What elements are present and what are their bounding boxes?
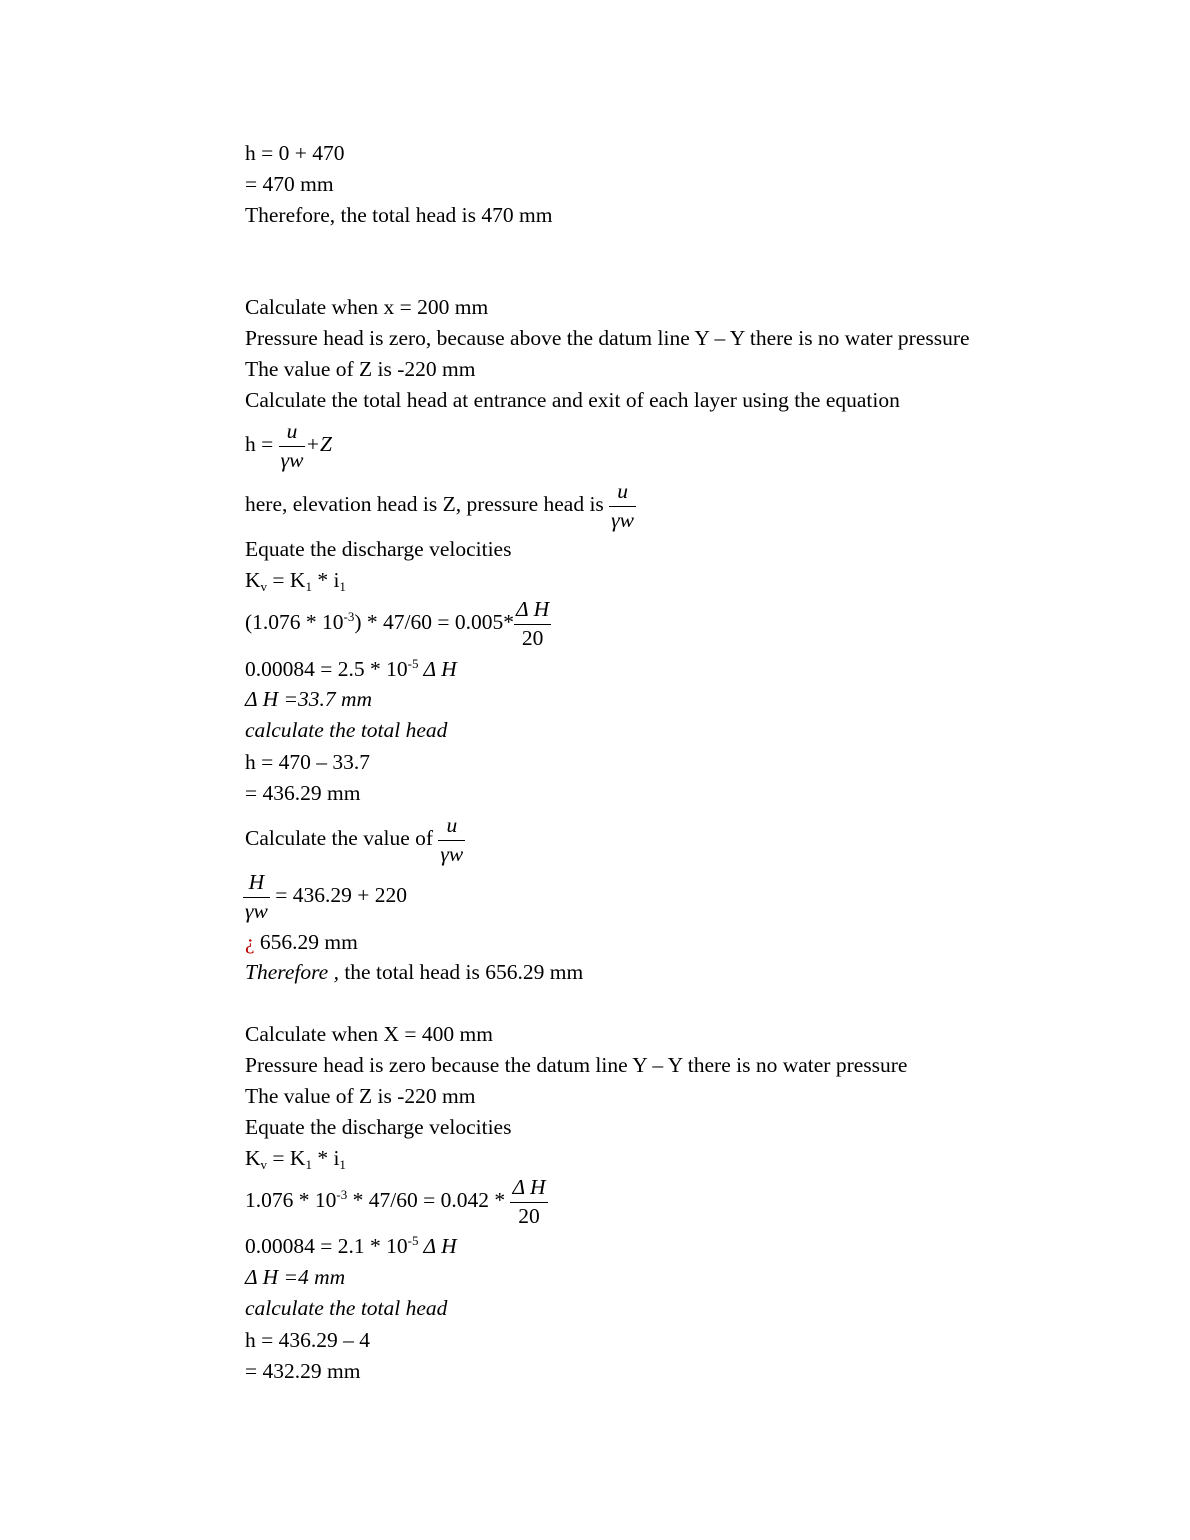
elevation-note [245, 481, 636, 531]
kv-sub-1: 1 [305, 1157, 312, 1172]
delta-h-eq-left: 0.00084 = 2.5 * 10 [245, 657, 408, 681]
pressure-head-fraction [438, 815, 465, 865]
fraction-numerator: Δ H [510, 1177, 547, 1203]
kv-mid: = K [267, 1146, 306, 1170]
delta-h-eq-right: Δ H [418, 1234, 457, 1258]
fraction-denominator: 20 [518, 1203, 540, 1228]
delta-h-fraction [510, 1177, 547, 1227]
head-calculation: h = 470 – 33.7 [245, 750, 371, 774]
section-heading-x200: Calculate when x = 200 mm [245, 295, 489, 319]
delta-h-eq-exponent: -5 [407, 1233, 419, 1248]
velocity-equation [245, 599, 551, 649]
velocity-equation-2 [245, 1177, 548, 1227]
kv-equation [245, 570, 346, 592]
delta-h-equation-2 [245, 1233, 457, 1258]
calculate-total-head-label: calculate the total head [245, 718, 448, 742]
calculate-value-of [245, 815, 465, 865]
delta-h-eq-right: Δ H [418, 657, 457, 681]
total-head-equation: h = 0 + 470 [245, 141, 345, 165]
kv-sub-v: v [260, 579, 268, 594]
kv-k: K [245, 1146, 261, 1170]
therefore-word: Therefore , [245, 960, 339, 984]
elevation-note-text: here, elevation head is Z, pressure head is [245, 491, 610, 516]
z-value-line: The value of Z is -220 mm [245, 357, 476, 381]
kv-sub-v: v [260, 1157, 268, 1172]
velocity-eq-left: (1.076 * 10 [245, 609, 344, 634]
h-over-gamma-result-text: 656.29 mm [254, 930, 358, 954]
fraction-numerator: Δ H [514, 599, 551, 625]
h-over-gamma-right: = 436.29 + 220 [269, 882, 407, 907]
equate-velocities: Equate the discharge velocities [245, 537, 512, 561]
velocity-eq-mid: * 47/60 = 0.042 * [347, 1187, 511, 1212]
pressure-head-note: Pressure head is zero, because above the datum line Y – Y there is no water pressure [245, 326, 970, 350]
total-head-conclusion: Therefore, the total head is 470 mm [245, 203, 553, 227]
fraction-denominator: γw [280, 447, 304, 472]
pressure-head-fraction [279, 421, 306, 471]
kv-equation-2 [245, 1148, 346, 1170]
delta-h-eq-exponent: -5 [407, 656, 419, 671]
calculate-value-of-text: Calculate the value of [245, 825, 439, 850]
equate-velocities-2: Equate the discharge velocities [245, 1115, 512, 1139]
therefore-conclusion [245, 962, 583, 984]
fraction-numerator: H [243, 872, 270, 898]
fraction-denominator: γw [611, 507, 634, 532]
h-over-gamma-result [245, 932, 358, 954]
fraction-numerator: u [609, 481, 636, 507]
delta-h-equation [245, 656, 457, 681]
velocity-eq-exponent: -3 [343, 608, 355, 624]
fraction-numerator: u [438, 815, 465, 841]
kv-sub-i1: 1 [339, 579, 346, 594]
delta-h-result: Δ H =33.7 mm [245, 687, 373, 711]
head-calculation-result-2: = 432.29 mm [245, 1359, 361, 1383]
therefore-rest: the total head is 656.29 mm [338, 960, 584, 984]
kv-star: * i [311, 568, 340, 592]
head-equation-prefix: h = [245, 431, 279, 456]
head-equation [245, 421, 332, 471]
total-head-intro: Calculate the total head at entrance and exit of each layer using the equation [245, 388, 900, 412]
velocity-eq-left: 1.076 * 10 [245, 1187, 337, 1212]
pressure-head-note-2: Pressure head is zero because the datum line Y – Y there is no water pressure [245, 1053, 908, 1077]
velocity-eq-exponent: -3 [336, 1186, 348, 1202]
fraction-denominator: γw [245, 898, 268, 923]
fraction-denominator: γw [440, 841, 464, 866]
delta-h-fraction [514, 599, 551, 649]
section-heading-x400: Calculate when X = 400 mm [245, 1022, 493, 1046]
kv-sub-i1: 1 [339, 1157, 346, 1172]
fraction-denominator: 20 [521, 625, 544, 650]
calculate-total-head-label-2: calculate the total head [245, 1296, 448, 1320]
h-over-gamma-equation [245, 872, 407, 922]
kv-k: K [245, 568, 261, 592]
head-calculation-result: = 436.29 mm [245, 781, 361, 805]
inverted-question-mark: ¿ [245, 930, 255, 954]
delta-h-result-2: Δ H =4 mm [245, 1265, 346, 1289]
delta-h-eq-left: 0.00084 = 2.1 * 10 [245, 1234, 408, 1258]
fraction-numerator: u [279, 421, 306, 447]
kv-star: * i [311, 1146, 340, 1170]
h-over-gamma-fraction [243, 872, 270, 922]
total-head-result: = 470 mm [245, 172, 334, 196]
kv-sub-1: 1 [305, 579, 312, 594]
velocity-eq-mid: ) * 47/60 = 0.005* [354, 609, 515, 634]
z-value-line-2: The value of Z is -220 mm [245, 1084, 476, 1108]
head-calculation-2: h = 436.29 – 4 [245, 1328, 371, 1352]
pressure-head-fraction [609, 481, 636, 531]
kv-mid: = K [267, 568, 306, 592]
head-equation-suffix: +Z [305, 431, 332, 456]
